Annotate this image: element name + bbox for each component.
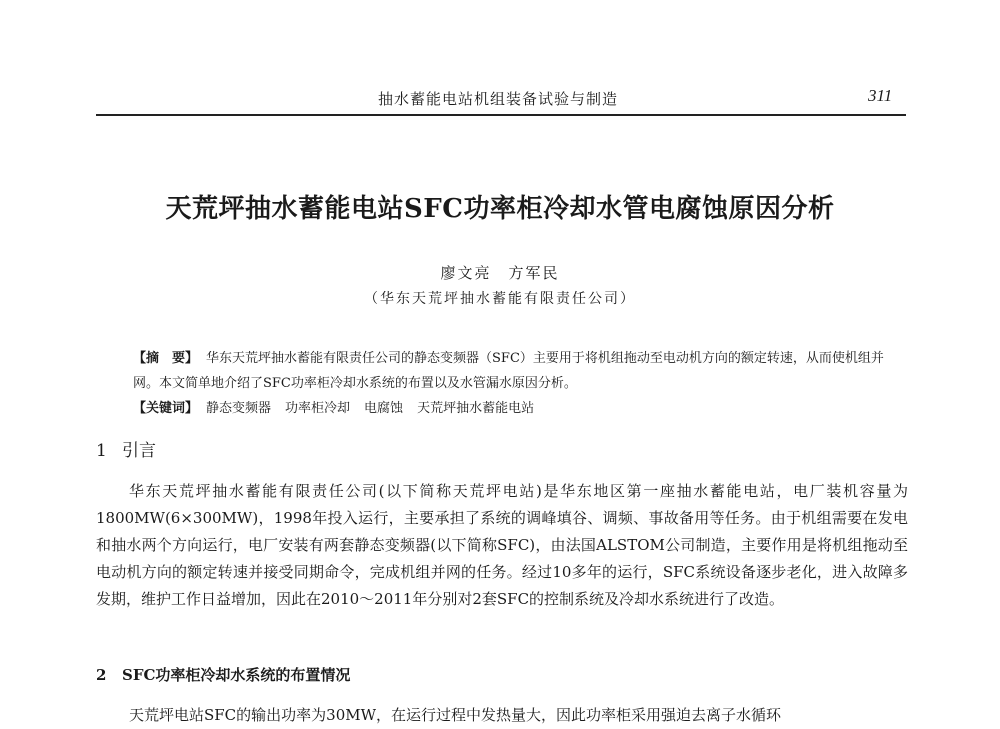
abstract-text: 华东天荒坪抽水蓄能有限责任公司的静态变频器（SFC）主要用于将机组拖动至电动机方向的额定转速，从而使机组并网。本文简单地介绍了SFC功率柜冷却水系统的布置以及水管漏水原因分析。 [133,351,884,391]
abstract-block [133,346,893,421]
section-1-heading [96,436,156,461]
keyword: 天荒坪抽水蓄能电站 [417,401,535,416]
keywords-label: 【关键词】 [133,401,199,416]
header-rule [96,114,906,116]
section-1-body [96,478,908,613]
section-2-number: 2 [96,666,107,684]
section-1-title: 引言 [122,441,156,461]
paper-authors: 廖文亮 方军民 [440,264,560,282]
abstract-label: 【摘 要】 [133,351,199,366]
section-2-title: SFC功率柜冷却水系统的布置情况 [122,666,351,684]
keyword: 功率柜冷却 [285,401,351,416]
abstract-paragraph [133,346,893,396]
section-1-paragraph: 华东天荒坪抽水蓄能有限责任公司(以下简称天荒坪电站)是华东地区第一座抽水蓄能电站，电厂装机容量为1800MW(6×300MW)，1998年投入运行，主要承担了系统的调峰填谷、调频、事故备用等任务。由于机组需要在发电和抽水两个方向运行，电厂安装有两套静态变频器(以下简称SFC)，由法国ALSTOM公司制造，主要作用是将机组拖动至电动机方向的额定转速并接受同期命令，完成机组并网的任务。经过10多年的运行，SFC系统设备逐步老化，进入故障多发期，维护工作日益增加，因此在2010～2011年分别对2套SFC的控制系统及冷却水系统进行了改造。 [96,482,908,608]
keywords-line [133,396,893,421]
page-number: 311 [868,86,893,105]
keyword: 电腐蚀 [364,401,404,416]
paper-title: 天荒坪抽水蓄能电站SFC功率柜冷却水管电腐蚀原因分析 [165,194,835,224]
section-2-body [96,702,908,729]
section-2-paragraph: 天荒坪电站SFC的输出功率为30MW，在运行过程中发热量大，因此功率柜采用强迫去离子水循环 [129,706,782,724]
running-head-title: 抽水蓄能电站机组装备试验与制造 [378,90,619,108]
section-2-heading [96,664,350,685]
keyword: 静态变频器 [206,401,272,416]
paper-affiliation: （华东天荒坪抽水蓄能有限责任公司） [364,291,636,307]
section-1-number: 1 [96,441,107,461]
